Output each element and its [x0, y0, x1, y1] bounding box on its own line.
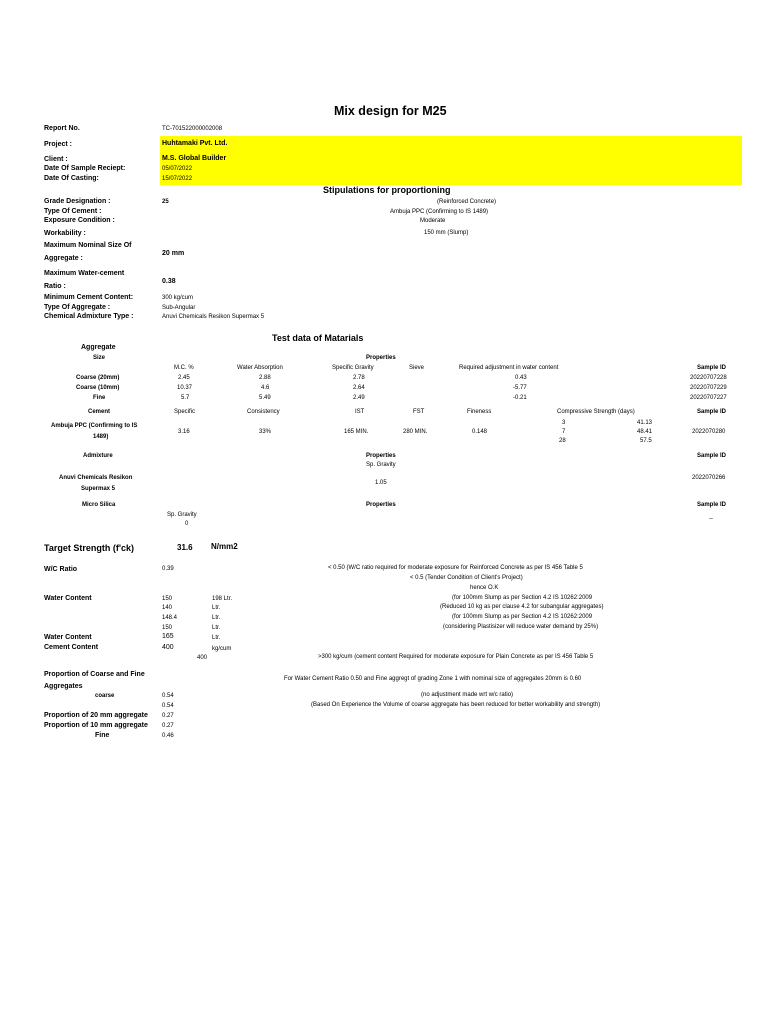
cement-specific: 3.16: [178, 429, 190, 435]
table-cell: -0.21: [513, 395, 527, 401]
wc-value: 0.38: [162, 278, 176, 285]
col-specific-gravity: Specific Gravity: [332, 365, 374, 371]
cement-content-note: >300 kg/cum (cement content Required for moderate exposure for Plain Concrete as per IS 456 Table 5: [318, 654, 594, 660]
admixture-name-1: Anuvi Chemicals Resikon: [59, 475, 133, 481]
client-label: Client :: [44, 156, 68, 163]
strength-day: 7: [562, 429, 566, 435]
strength-value: 41.13: [637, 420, 653, 426]
strength-value: 48.41: [637, 429, 653, 435]
cement-type-label: Type Of Cement :: [44, 208, 102, 215]
cement-col-sample-id: Sample ID: [697, 409, 727, 415]
water-row-a: 148.4: [162, 615, 178, 621]
water-row-a: 140: [162, 605, 173, 611]
page-title: Mix design for M25: [334, 104, 447, 118]
micro-silica-sample-id-label: Sample ID: [697, 502, 727, 508]
aggregate-heading: Aggregate: [81, 344, 116, 351]
cement-consistency: 33%: [259, 429, 272, 435]
max-size-value: 20 mm: [162, 250, 185, 257]
p20-label: Proportion of 20 mm aggregate: [44, 712, 148, 719]
cement-content-label: Cement Content: [44, 644, 99, 651]
table-cell: 5.49: [259, 395, 271, 401]
admix-value: Anuvi Chemicals Resikon Supermax 5: [162, 314, 265, 320]
table-cell: 20220707228: [690, 375, 727, 381]
coarse-label: coarse: [95, 693, 115, 699]
cement-fineness: 0.148: [472, 429, 488, 435]
col-sieve: Sieve: [409, 365, 425, 371]
coarse-value-1: 0.54: [162, 693, 174, 699]
table-cell: 20220707229: [690, 385, 727, 391]
cement-heading: Cement: [88, 409, 111, 415]
p10-label: Proportion of 10 mm aggregate: [44, 722, 148, 729]
strength-value: 57.5: [640, 438, 652, 444]
project-value: Huhtamaki Pvt. Ltd.: [162, 140, 228, 147]
cement-col-ist: IST: [355, 409, 365, 415]
client-value: M.S. Global Builder: [162, 155, 227, 162]
water-row-note: (Reduced 10 kg as per clause 4.2 for subangular aggregates): [440, 604, 604, 610]
workability-value: 150 mm (Slump): [424, 230, 469, 236]
water-content-value: 165: [162, 633, 174, 640]
admixture-sg-value: 1.05: [375, 480, 387, 486]
water-row-b: Ltr.: [212, 625, 221, 631]
agg-type-label: Type Of Aggregate :: [44, 304, 111, 311]
wc-note-2: < 0.5 (Tender Condition of Client's Project): [410, 575, 523, 581]
cement-col-fineness: Fineness: [467, 409, 492, 415]
table-row-label: Coarse (20mm): [76, 375, 120, 381]
fine-label: Fine: [95, 732, 110, 739]
wc-ratio-label: W/C Ratio: [44, 566, 78, 573]
table-row-label: Fine: [93, 395, 106, 401]
casting-value: 15/07/2022: [162, 176, 193, 182]
table-cell: 2.64: [353, 385, 365, 391]
casting-label: Date Of Casting:: [44, 175, 99, 182]
water-content-unit: Ltr.: [212, 635, 221, 641]
cement-sample-id: 2022070280: [692, 429, 726, 435]
water-row-b: 198 Ltr.: [212, 596, 233, 602]
col-mc: M.C. %: [174, 365, 194, 371]
max-size-label-2: Aggregate :: [44, 255, 83, 262]
test-data-heading: Test data of Matarials: [272, 333, 364, 343]
proportion-note-2: (no adjustment made wrt w/c ratio): [421, 692, 514, 698]
project-label: Project :: [44, 141, 73, 148]
max-size-label-1: Maximum Nominal Size Of: [44, 242, 132, 249]
micro-silica-heading: Micro Silica: [82, 502, 116, 508]
cement-content-value: 400: [162, 644, 174, 651]
micro-silica-sg-label: Sp. Gravity: [167, 512, 197, 518]
admixture-properties: Properties: [366, 453, 396, 459]
agg-type-value: Sub-Angular: [162, 305, 196, 311]
wc-label-2: Ratio :: [44, 283, 66, 290]
cement-col-fst: FST: [413, 409, 425, 415]
table-cell: 2.49: [353, 395, 365, 401]
water-row-a: 150: [162, 596, 173, 602]
grade-label: Grade Designation :: [44, 198, 111, 205]
table-row-label: Coarse (10mm): [76, 385, 120, 391]
min-cement-label: Minimum Cement Content:: [44, 294, 134, 301]
admix-label: Chemical Admixture Type :: [44, 313, 134, 320]
report-value: TC-701522000002008: [162, 126, 223, 132]
cement-col-consistency: Consistency: [247, 409, 280, 415]
table-cell: 0.43: [515, 375, 527, 381]
strength-day: 28: [559, 438, 566, 444]
p10-value: 0.27: [162, 723, 174, 729]
wc-ratio-value: 0.39: [162, 566, 174, 572]
grade-value: 25: [162, 199, 169, 205]
size-label: Size: [93, 355, 106, 361]
project-highlight: [160, 136, 742, 185]
properties-label: Properties: [366, 355, 396, 361]
stipulations-heading: Stipulations for proportioning: [323, 185, 451, 195]
table-cell: 4.6: [261, 385, 270, 391]
min-cement-value: 300 kg/cum: [162, 295, 194, 301]
cement-type-value: Ambuja PPC (Confirming to IS 1489): [390, 209, 489, 215]
admixture-sample-id: 2022070266: [692, 475, 726, 481]
cement-col-specific: Specific: [174, 409, 196, 415]
cement-name-1: Ambuja PPC (Confirming to IS: [51, 423, 138, 429]
strength-day: 3: [562, 420, 566, 426]
table-cell: 5.7: [181, 395, 190, 401]
proportion-label-2: Aggregates: [44, 683, 83, 690]
p20-value: 0.27: [162, 713, 174, 719]
admixture-sample-id-label: Sample ID: [697, 453, 727, 459]
receipt-label: Date Of Sample Reciept:: [44, 165, 126, 172]
admixture-name-2: Supermax 5: [81, 486, 116, 492]
micro-silica-sg-value: 0: [185, 521, 189, 527]
admixture-sg-label: Sp. Gravity: [366, 462, 396, 468]
cement-name-2: 1489): [93, 434, 109, 440]
proportion-note-1: For Water Cement Ratio 0.50 and Fine aggregt of grading Zone 1 with nominal size of aggregates 20mm is 0.60: [284, 676, 582, 682]
receipt-value: 05/07/2022: [162, 166, 193, 172]
cement-col-strength: Compressive Strength (days): [557, 409, 635, 415]
target-strength-unit: N/mm2: [211, 542, 238, 551]
report-label: Report No.: [44, 125, 80, 132]
target-strength-label: Target Strength (f'ck): [44, 543, 134, 553]
wc-note-3: hence O.K: [470, 585, 499, 591]
fine-value: 0.46: [162, 733, 174, 739]
water-label: Water Content: [44, 595, 92, 602]
table-cell: 2.78: [353, 375, 365, 381]
water-row-note: (for 100mm Slump as per Section 4.2 IS 10262:2009: [452, 614, 593, 620]
col-adjustment: Required adjustment in water content: [459, 365, 559, 371]
table-cell: 20220707227: [690, 395, 727, 401]
cement-content-unit: kg/cum: [212, 646, 232, 652]
cement-fst: 280 MIN.: [403, 429, 428, 435]
wc-note-1: < 0.50 (W/C ratio required for moderate exposure for Reinforced Concrete as per IS 456 Table 5: [328, 565, 583, 571]
water-row-a: 150: [162, 625, 173, 631]
table-cell: 2.45: [178, 375, 190, 381]
water-row-b: Ltr.: [212, 605, 221, 611]
cement-ist: 165 MIN.: [344, 429, 369, 435]
proportion-note-3: (Based On Experience the Volume of coarse aggregate has been reduced for better workability and strength): [311, 702, 601, 708]
workability-label: Workability :: [44, 230, 86, 237]
col-water-absorption: Water Absorption: [237, 365, 283, 371]
water-row-b: Ltr.: [212, 615, 221, 621]
micro-silica-sample-id: --: [709, 516, 713, 522]
table-cell: 2.88: [259, 375, 271, 381]
exposure-value: Moderate: [420, 218, 446, 224]
admixture-heading: Admixture: [83, 453, 113, 459]
water-content-label: Water Content: [44, 634, 92, 641]
coarse-value-2: 0.54: [162, 703, 174, 709]
table-cell: 10.37: [177, 385, 193, 391]
water-row-note: (considering Plastisizer will reduce water demand by 25%): [443, 624, 599, 630]
proportion-label-1: Proportion of Coarse and Fine: [44, 671, 145, 678]
water-row-note: (for 100mm Slump as per Section 4.2 IS 10262:2009: [452, 595, 593, 601]
wc-label-1: Maximum Water-cement: [44, 270, 125, 277]
table-cell: -5.77: [513, 385, 527, 391]
target-strength-value: 31.6: [177, 543, 193, 552]
cement-content-value-2: 400: [197, 655, 208, 661]
exposure-label: Exposure Condition :: [44, 217, 115, 224]
micro-silica-properties: Properties: [366, 502, 396, 508]
grade-note: (Reinforced Concrete): [437, 199, 497, 205]
col-sample-id: Sample ID: [697, 365, 727, 371]
